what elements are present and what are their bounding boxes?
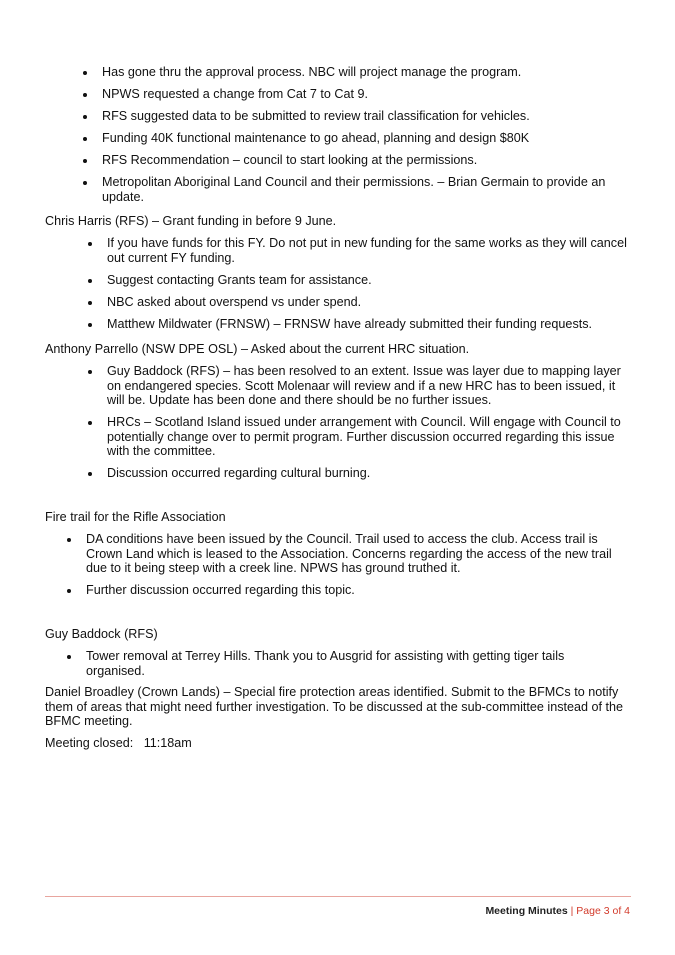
section-heading-rifle-association: Fire trail for the Rifle Association	[45, 510, 226, 524]
list-item: Further discussion occurred regarding this topic.	[86, 583, 632, 598]
list-item: Guy Baddock (RFS) – has been resolved to an extent. Issue was layer due to mapping layer on endangered species. Scott Molenaar will review and if a new HRC has to been issued, it will be. Update has been done and there should be no further issues.	[107, 364, 632, 415]
bullet-icon	[83, 71, 87, 75]
section-heading-chris-harris: Chris Harris (RFS) – Grant funding in before 9 June.	[45, 214, 337, 228]
list-item: Discussion occurred regarding cultural burning.	[107, 466, 632, 481]
bullet-icon	[88, 421, 92, 425]
page-number: Page 3 of 4	[576, 905, 630, 917]
bullet-icon	[67, 589, 71, 593]
bullet-icon	[83, 93, 87, 97]
list-item: Has gone thru the approval process. NBC will project manage the program.	[102, 65, 632, 87]
bullet-icon	[88, 279, 92, 283]
list-item: Funding 40K functional maintenance to go ahead, planning and design $80K	[102, 131, 632, 153]
list-item: If you have funds for this FY. Do not put in new funding for the same works as they will cancel out current FY funding.	[107, 236, 632, 273]
footer-title: Meeting Minutes	[485, 905, 568, 917]
bullet-icon	[67, 538, 71, 542]
bullet-list-grant-funding	[107, 236, 632, 332]
bullet-icon	[67, 655, 71, 659]
paragraph-daniel-broadley: Daniel Broadley (Crown Lands) – Special fire protection areas identified. Submit to the BFMCs to notify them of areas that might need further investigation. To be discussed at the sub-committee instead of the BFMC meeting.	[45, 685, 624, 729]
list-item: NBC asked about overspend vs under spend.	[107, 295, 632, 317]
list-item: Tower removal at Terrey Hills. Thank you to Ausgrid for assisting with getting tiger tails organised.	[86, 649, 596, 678]
bullet-icon	[88, 370, 92, 374]
section-heading-anthony-parrello: Anthony Parrello (NSW DPE OSL) – Asked about the current HRC situation.	[45, 342, 470, 356]
bullet-icon	[88, 323, 92, 327]
list-item: Metropolitan Aboriginal Land Council and their permissions. – Brian Germain to provide an update.	[102, 175, 632, 204]
bullet-list-hrc	[107, 364, 632, 481]
bullet-icon	[83, 181, 87, 185]
list-item: RFS Recommendation – council to start looking at the permissions.	[102, 153, 632, 175]
bullet-list-rifle-association	[86, 532, 632, 598]
bullet-list-approval	[102, 65, 632, 204]
list-item: DA conditions have been issued by the Council. Trail used to access the club. Access trail is Crown Land which is leased to the Association. Concerns regarding the access of the new trail due to it being steep with a creek line. NPWS has ground truthed it.	[86, 532, 632, 583]
footer-separator: |	[570, 905, 574, 917]
bullet-list-tower-removal	[86, 649, 596, 678]
list-item: HRCs – Scotland Island issued under arrangement with Council. Will engage with Council to potentially change over to permit program. Further discussion occurred regarding this issue with the committee.	[107, 415, 632, 466]
list-item: Matthew Mildwater (FRNSW) – FRNSW have already submitted their funding requests.	[107, 317, 632, 332]
bullet-icon	[83, 137, 87, 141]
bullet-icon	[88, 472, 92, 476]
bullet-icon	[88, 242, 92, 246]
bullet-icon	[83, 159, 87, 163]
page-footer	[485, 905, 630, 917]
list-item: RFS suggested data to be submitted to review trail classification for vehicles.	[102, 109, 632, 131]
bullet-icon	[88, 301, 92, 305]
section-heading-guy-baddock: Guy Baddock (RFS)	[45, 627, 158, 641]
meeting-closed: Meeting closed: 11:18am	[45, 736, 192, 750]
bullet-icon	[83, 115, 87, 119]
list-item: NPWS requested a change from Cat 7 to Cat 9.	[102, 87, 632, 109]
footer-divider	[45, 896, 631, 897]
list-item: Suggest contacting Grants team for assistance.	[107, 273, 632, 295]
